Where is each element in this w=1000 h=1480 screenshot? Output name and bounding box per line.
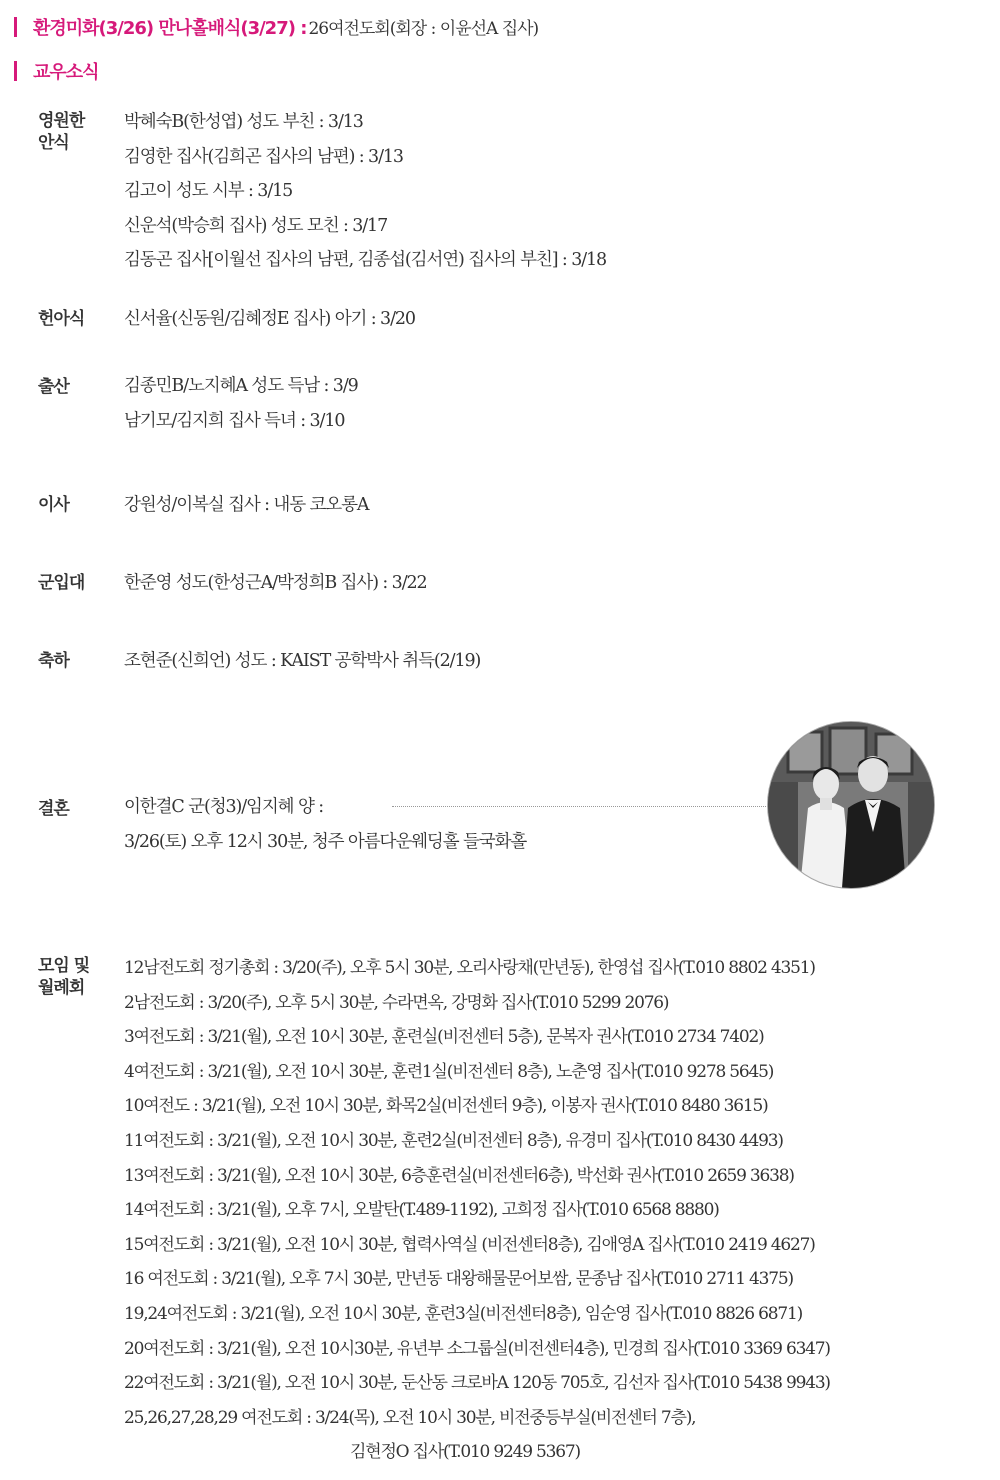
label-congrats: 축하 bbox=[38, 651, 69, 671]
dedication-list bbox=[124, 302, 415, 337]
header-environment-title: 환경미화(3/26) 만나홀배식(3/27) : bbox=[33, 18, 307, 39]
list-item: 김종민B/노지혜A 성도 득남 : 3/9 bbox=[124, 376, 358, 396]
list-item: 남기모/김지희 집사 득녀 : 3/10 bbox=[124, 410, 345, 431]
header-member-news bbox=[14, 58, 99, 84]
list-item: 신서율(신동원/김혜정E 집사) 아기 : 3/20 bbox=[124, 309, 415, 329]
list-item: 조현준(신희언) 성도 : KAIST 공학박사 취득(2/19) bbox=[124, 651, 481, 671]
list-item: 20여전도회 : 3/21(월), 오전 10시30분, 유년부 소그룹실(비전센터4층), 민경희 집사(T.010 3369 6347) bbox=[124, 1338, 830, 1359]
congrats-list bbox=[124, 644, 480, 679]
list-item: 신운석(박승희 집사) 성도 모친 : 3/17 bbox=[124, 215, 388, 236]
list-item: 25,26,27,28,29 여전도회 : 3/24(목), 오전 10시 30분, 비전중등부실(비전센터 7층), bbox=[124, 1407, 696, 1428]
list-item: 13여전도회 : 3/21(월), 오전 10시 30분, 6층훈련실(비전센터6층), 박선화 권사(T.010 2659 3638) bbox=[124, 1165, 794, 1186]
list-item: 15여전도회 : 3/21(월), 오전 10시 30분, 협력사역실 (비전센터8층), 김애영A 집사(T.010 2419 4627) bbox=[124, 1234, 815, 1255]
moving-list bbox=[124, 488, 368, 523]
list-item: 14여전도회 : 3/21(월), 오후 7시, 오발탄(T.489-1192), 고희정 집사(T.010 6568 8880) bbox=[124, 1200, 719, 1221]
list-item: 12남전도회 정기총회 : 3/20(주), 오후 5시 30분, 오리사랑채(만년동), 한영섭 집사(T.010 8802 4351) bbox=[124, 958, 815, 978]
list-item: 김현정O 집사(T.010 9249 5367) bbox=[350, 1442, 580, 1463]
label-military: 군입대 bbox=[38, 573, 85, 593]
birth-list bbox=[124, 369, 358, 438]
wedding-couple-photo bbox=[768, 722, 934, 888]
label-wedding: 결혼 bbox=[38, 799, 69, 819]
list-item: 김고이 성도 시부 : 3/15 bbox=[124, 181, 293, 201]
meetings-list bbox=[124, 951, 830, 1470]
wedding-photo-illustration bbox=[768, 722, 934, 888]
header-member-news-title: 교우소식 bbox=[33, 62, 99, 83]
list-item: 16 여전도회 : 3/21(월), 오후 7시 30분, 만년동 대왕해물문어보쌈, 문종남 집사(T.010 2711 4375) bbox=[124, 1269, 793, 1290]
label-meetings: 모임 및 월례회 bbox=[38, 956, 90, 998]
list-item: 11여전도회 : 3/21(월), 오전 10시 30분, 훈련2실(비전센터 8층), 유경미 집사(T.010 8430 4493) bbox=[124, 1130, 783, 1151]
header-environment-text: 26여전도회(회장 : 이윤선A 집사) bbox=[308, 19, 539, 39]
condolence-list bbox=[124, 105, 606, 278]
list-item: 4여전도회 : 3/21(월), 오전 10시 30분, 훈련1실(비전센터 8층), 노춘영 집사(T.010 9278 5645) bbox=[124, 1061, 774, 1082]
military-list bbox=[124, 566, 427, 601]
list-item: 박혜숙B(한성엽) 성도 부친 : 3/13 bbox=[124, 112, 363, 132]
list-item: 3/26(토) 오후 12시 30분, 청주 아름다운웨딩홀 들국화홀 bbox=[124, 831, 527, 852]
list-item: 3여전도회 : 3/21(월), 오전 10시 30분, 훈련실(비전센터 5층), 문복자 권사(T.010 2734 7402) bbox=[124, 1027, 764, 1048]
list-item: 19,24여전도회 : 3/21(월), 오전 10시 30분, 훈련3실(비전센터8층), 임순영 집사(T.010 8826 6871) bbox=[124, 1303, 803, 1324]
list-item: 2남전도회 : 3/20(주), 오후 5시 30분, 수라면옥, 강명화 집사(T.010 5299 2076) bbox=[124, 992, 669, 1013]
label-moving: 이사 bbox=[38, 495, 69, 515]
label-condolence: 영원한 안식 bbox=[38, 111, 85, 153]
list-item: 강원성/이복실 집사 : 내동 코오롱A bbox=[124, 495, 369, 515]
label-dedication: 헌아식 bbox=[38, 309, 85, 329]
header-bar-marker bbox=[14, 17, 17, 37]
list-item: 이한결C 군(청3)/임지혜 양 : bbox=[124, 797, 324, 817]
list-item: 22여전도회 : 3/21(월), 오전 10시 30분, 둔산동 크로바A 120동 705호, 김선자 집사(T.010 5438 9943) bbox=[124, 1373, 830, 1394]
header-bar-marker bbox=[14, 61, 17, 81]
wedding-dotted-leader bbox=[392, 806, 770, 807]
label-birth: 출산 bbox=[38, 377, 69, 397]
list-item: 김영한 집사(김희곤 집사의 남편) : 3/13 bbox=[124, 146, 403, 167]
header-environment bbox=[14, 14, 538, 40]
list-item: 10여전도 : 3/21(월), 오전 10시 30분, 화목2실(비전센터 9층), 이봉자 권사(T.010 8480 3615) bbox=[124, 1096, 768, 1117]
list-item: 한준영 성도(한성근A/박정희B 집사) : 3/22 bbox=[124, 573, 427, 593]
list-item: 김동곤 집사[이월선 집사의 남편, 김종섭(김서연) 집사의 부친] : 3/18 bbox=[124, 250, 607, 270]
wedding-list bbox=[124, 790, 526, 859]
